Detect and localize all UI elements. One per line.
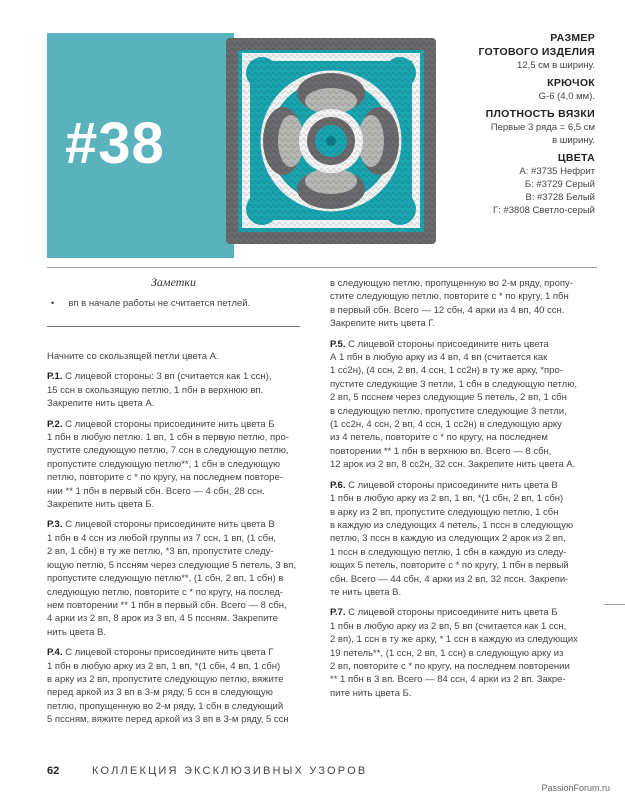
spec-hook (425, 76, 595, 103)
instruction-line (330, 647, 596, 660)
spec-value: Г: #3808 Светло-серый (493, 205, 595, 216)
instruction-line (330, 546, 596, 559)
instruction-text: С лицевой стороны присоедините нить цвета (348, 338, 549, 350)
spec-value: А: #3735 Нефрит (519, 166, 595, 177)
instruction-line (330, 458, 596, 471)
spec-value: Б: #3729 Серый (524, 179, 595, 190)
row-instruction (330, 606, 596, 700)
row-instruction (330, 338, 596, 472)
instruction-text: 1 пбн в любую арку из 2 вп, 1 вп, *(1 сбн, 4 вп, 1 сбн) (47, 660, 281, 672)
instruction-text: нить цвета В. (47, 626, 106, 638)
instruction-text: 1 сс2н), (4 ссн, 2 вп, 4 ссн, 1 сс2н) в ту же арку, *про- (330, 365, 563, 377)
divider (604, 604, 625, 605)
instruction-line (47, 646, 313, 659)
instruction-text: (1 сс2н, 4 ссн, 2 вп, 4 ссн, 1 сс2н) в следующую арку (330, 419, 562, 431)
instruction-line (47, 498, 313, 511)
notes-item (51, 298, 300, 309)
notes-title: Заметки (150, 275, 197, 289)
instruction-line (47, 626, 313, 639)
instruction-line (330, 660, 596, 673)
row-instruction (47, 370, 313, 410)
instruction-text: 12 арок из 2 вп, 8 сс2н, 32 ссн. Закрепите нить цвета А. (330, 459, 576, 471)
row-label: Р.4. (47, 647, 63, 659)
divider (47, 267, 597, 268)
watermark: PassionForum.ru (541, 783, 610, 793)
instruction-line (47, 471, 313, 484)
row-instruction (47, 418, 313, 512)
instruction-text: 19 петель**, (1 ссн, 2 вп, 1 ссн) в следующую арку из (330, 647, 564, 659)
instruction-text: 1 пбн в любую петлю. 1 вп, 1 сбн в первую петлю, про- (47, 432, 289, 444)
instruction-text: ющих 5 петель, повторите с * по кругу, 1 пбн в первый (330, 560, 569, 572)
divider (47, 326, 300, 327)
instruction-text: С лицевой стороны присоедините нить цвета В (348, 479, 558, 491)
notes-item-text: вп в начале работы не считается петлей. (68, 298, 251, 309)
instruction-text: С лицевой стороны присоедините нить цвета Б (65, 418, 275, 430)
instruction-line (47, 518, 313, 531)
instruction-text: С лицевой стороны присоедините нить цвета В (65, 519, 275, 531)
instruction-line (330, 338, 596, 351)
notes-box (47, 275, 300, 309)
book-title: КОЛЛЕКЦИЯ ЭКСКЛЮЗИВНЫХ УЗОРОВ (92, 765, 368, 777)
instruction-text: повторении ** 1 пбн в верхнюю вп. Всего — 8 сбн, (330, 445, 552, 457)
instruction-text: 2 вп, повторите с * по кругу, на последнем повторении (330, 660, 570, 672)
instruction-line (330, 418, 596, 431)
instruction-text: перед аркой из 3 вп в 3-м ряду, 5 ссн в следующую (47, 687, 273, 699)
instruction-line (330, 573, 596, 586)
spec-value: 12,5 см в ширину. (517, 60, 595, 71)
instruction-line (330, 606, 596, 619)
spec-colors (425, 151, 595, 217)
spec-heading: РАЗМЕР (550, 32, 595, 44)
row-label: Р.3. (47, 519, 63, 531)
instruction-text: 1 пбн в любую арку из 2 вп, 5 вп (считается как 1 ссн, (330, 620, 567, 632)
instruction-line (47, 384, 313, 397)
spec-value: G-6 (4,0 мм). (538, 91, 595, 102)
instruction-line (47, 370, 313, 383)
instruction-line (330, 290, 596, 303)
instruction-line (47, 444, 313, 457)
instruction-text: ющую петлю, 5 пссням через следующие 5 петель, 3 вп, (47, 559, 297, 571)
crochet-swatch-image (224, 35, 438, 247)
instruction-line (47, 397, 313, 410)
instruction-line (47, 586, 313, 599)
instruction-text: петлю, пропущенную во 2-м ряду, 1 сбн в следующий (47, 700, 284, 712)
instruction-line (330, 378, 596, 391)
row-label: Р.5. (330, 338, 346, 350)
instruction-line (47, 572, 313, 585)
instruction-line (330, 519, 596, 532)
page-number: 62 (47, 765, 60, 777)
instruction-line (47, 599, 313, 612)
instruction-text: Закрепите нить цвета А. (47, 398, 155, 410)
row-instruction (47, 518, 313, 639)
instruction-text: Закрепите нить цвета Г. (330, 318, 435, 330)
instruction-text: нии ** 1 пбн в первый сбн. Всего — 4 сбн, 28 ссн. (47, 485, 265, 497)
instruction-line (47, 612, 313, 625)
instruction-text: 1 пссн в следующую петлю, 1 сбн в каждую из следу- (330, 546, 567, 558)
instruction-line (47, 713, 313, 726)
intro-text: Начните со скользящей петли цвета А. (47, 351, 219, 362)
bullet-icon: • (51, 298, 55, 309)
instruction-line (330, 633, 596, 646)
row-instruction (47, 646, 313, 726)
instruction-text: 1 пбн в любую арку из 2 вп, 1 вп, *(1 сбн, 2 вп, 1 сбн) (330, 493, 564, 505)
instruction-text: 4 арки из 2 вп, 8 арок из 3 вп, 4 5 пссням. Закрепите (47, 613, 278, 625)
spec-value: в ширину. (552, 135, 595, 146)
instruction-line (330, 673, 596, 686)
instruction-text: 5 пссням, вяжите перед аркой из 3 вп в 3-м ряду, 5 ссн (47, 714, 289, 726)
instruction-line (330, 559, 596, 572)
instruction-line (330, 364, 596, 377)
spec-heading: ПЛОТНОСТЬ ВЯЗКИ (485, 108, 595, 120)
instruction-text: в арку из 2 вп, пропустите следующую петлю, вяжите (47, 673, 284, 685)
row-label: Р.2. (47, 418, 63, 430)
instruction-text: 15 ссн в скользящую петлю, 1 пбн в верхнюю вп. (47, 384, 264, 396)
instruction-text: А 1 пбн в любую арку из 4 вп, 4 вп (считается как (330, 352, 548, 364)
spec-heading: ЦВЕТА (557, 152, 595, 164)
instruction-line (47, 418, 313, 431)
instruction-line (330, 317, 596, 330)
instruction-text: 2 вп), 1 ссн в ту же арку, * 1 ссн в каждую из следующих (330, 634, 578, 646)
spec-value: В: #3728 Белый (525, 192, 595, 203)
instruction-text: те нить цвета В. (330, 586, 402, 598)
instruction-text: 2 вп, 1 сбн) в ту же петлю, *3 вп, пропустите следу- (47, 546, 274, 558)
instruction-text: С лицевой стороны: 3 вп (считается как 1 ссн), (65, 371, 272, 383)
instruction-line (47, 559, 313, 572)
instruction-line (330, 620, 596, 633)
instruction-line (330, 586, 596, 599)
instruction-text: пите нить цвета Б. (330, 687, 412, 699)
instruction-line (330, 506, 596, 519)
instruction-line (47, 532, 313, 545)
instruction-text: из 4 петель, повторите с * по кругу, на последнем (330, 432, 548, 444)
row-label: Р.6. (330, 479, 346, 491)
instruction-line (330, 304, 596, 317)
instruction-line (47, 700, 313, 713)
instruction-line (47, 660, 313, 673)
instruction-line (330, 431, 596, 444)
instruction-text: в каждую из следующих 4 петель, 1 пссн в следующую (330, 519, 574, 531)
instruction-text: С лицевой стороны присоедините нить цвета Б (348, 607, 558, 619)
spec-size (425, 31, 595, 72)
instruction-text: пустите следующие 3 петли, 1 сбн в следующую петлю, (330, 378, 577, 390)
instruction-text: пустите следующую петлю, 7 ссн в следующую петлю, (47, 445, 289, 457)
instruction-line (330, 492, 596, 505)
instruction-text: в следующую петлю, пропустите следующие 3 петли, (330, 405, 567, 417)
instruction-text: в первый сбн. Всего — 12 сбн, 4 арки из 4 вп, 40 ссн. (330, 304, 565, 316)
instruction-text: пропустите следующую петлю**, 1 сбн в следующую (47, 458, 281, 470)
instruction-line (330, 445, 596, 458)
row-label: Р.1. (47, 371, 63, 383)
instruction-line (330, 351, 596, 364)
instruction-line (47, 673, 313, 686)
instruction-line (47, 458, 313, 471)
pattern-number: #38 (65, 111, 165, 176)
instruction-text: пропустите следующую петлю**, (1 сбн, 2 вп, 1 сбн) в (47, 573, 284, 585)
spec-heading: КРЮЧОК (547, 77, 595, 89)
instruction-text: стите следующую петлю, повторите с * по кругу, 1 пбн (330, 291, 569, 303)
instruction-line (330, 391, 596, 404)
specs-panel (425, 31, 595, 221)
instruction-text: Закрепите нить цвета Б. (47, 499, 155, 511)
spec-value: Первые 3 ряда = 6,5 см (490, 122, 595, 133)
instruction-line (330, 405, 596, 418)
instruction-line (330, 532, 596, 545)
instruction-text: сбн. Всего — 44 сбн, 4 арки из 2 вп, 32 пссн. Закрепи- (330, 573, 569, 585)
instructions-column-left (47, 350, 313, 734)
instruction-line (330, 687, 596, 700)
row-instruction (330, 479, 596, 600)
instruction-text: 2 вп, 5 псснем через следующие 5 петель, 2 вп, 1 сбн (330, 392, 567, 404)
instruction-text: следующую петлю, повторите с * по кругу, на послед- (47, 586, 284, 598)
instruction-text: петлю, повторите с * по кругу, на последнем повторе- (47, 472, 283, 484)
instruction-line (330, 277, 596, 290)
instruction-line (47, 431, 313, 444)
spec-heading: ГОТОВОГО ИЗДЕЛИЯ (478, 46, 595, 58)
instruction-text: С лицевой стороны присоедините нить цвета Г (65, 647, 274, 659)
row-instruction-continued (330, 277, 596, 331)
instruction-line (47, 686, 313, 699)
instruction-text: в арку из 2 вп, пропустите следующую петлю, 1 сбн (330, 506, 559, 518)
instruction-text: ** 1 пбн в 3 вп. Всего — 84 ссн, 4 арки из 2 вп. Закре- (330, 674, 566, 686)
instruction-line (47, 485, 313, 498)
instruction-text: нем повторении ** 1 пбн в первый сбн. Всего — 8 сбн, (47, 599, 287, 611)
row-label: Р.7. (330, 607, 346, 619)
instruction-line (47, 545, 313, 558)
instruction-text: в следующую петлю, пропущенную во 2-м ряду, пропу- (330, 278, 573, 289)
instruction-text: 1 пбн в 4 ссн из любой группы из 7 ссн, 1 вп, (1 сбн, (47, 532, 276, 544)
instruction-text: петлю, 3 пссн в каждую из следующих 2 арок из 2 вп, (330, 533, 566, 545)
spec-gauge (425, 107, 595, 147)
instructions-column-right (330, 277, 596, 707)
instruction-line (330, 479, 596, 492)
